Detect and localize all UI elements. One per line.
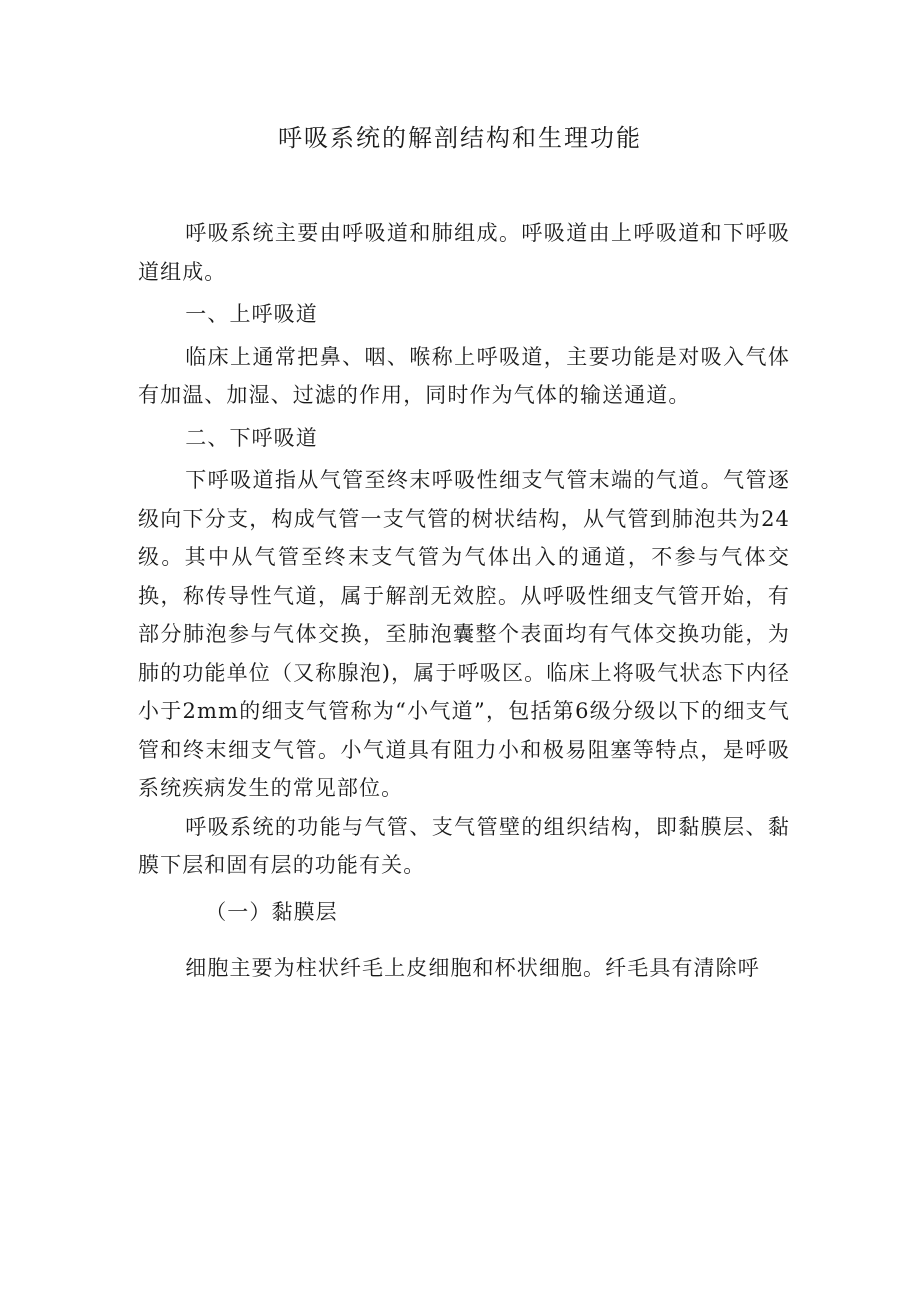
function-paragraph: 呼吸系统的功能与气管、支气管壁的组织结构，即黏膜层、黏膜下层和固有层的功能有关。 xyxy=(138,814,790,877)
section-heading-lower-airway: 二、下呼吸道 xyxy=(185,425,318,450)
lower-airway-paragraph: 下呼吸道指从气管至终末呼吸性细支气管末端的气道。气管逐级向下分支，构成气管一支气管的树状结构，从气管到肺泡共为24级。其中从气管至终末支气管为气体出入的通道，不参与气体交换，称传导性气道，属于解剖无效腔。从呼吸性细支气管开始，有部分肺泡参与气体交换，至肺泡囊整个表面均有气体交换功能，为肺的功能单位（又称腺泡)，属于呼吸区。临床上将吸气状态下内径小于2mm的细支气管称为“小气道”，包括第6级分级以下的细支气管和终末细支气管。小气道具有阻力小和极易阻塞等特点，是呼吸系统疾病发生的常见部位。 xyxy=(138,468,790,800)
document-title: 呼吸系统的解剖结构和生理功能 xyxy=(278,124,642,152)
subsection-heading-mucosa: （一）黏膜层 xyxy=(205,899,338,924)
section-heading-upper-airway: 一、上呼吸道 xyxy=(185,302,318,326)
document-body xyxy=(138,214,790,988)
intro-paragraph: 呼吸系统主要由呼吸道和肺组成。呼吸道由上呼吸道和下呼吸道组成。 xyxy=(138,221,790,284)
mucosa-paragraph: 细胞主要为柱状纤毛上皮细胞和杯状细胞。纤毛具有清除呼 xyxy=(185,956,760,980)
upper-airway-paragraph: 临床上通常把鼻、咽、喉称上呼吸道，主要功能是对吸入气体有加温、加湿、过滤的作用，同时作为气体的输送通道。 xyxy=(138,344,790,407)
